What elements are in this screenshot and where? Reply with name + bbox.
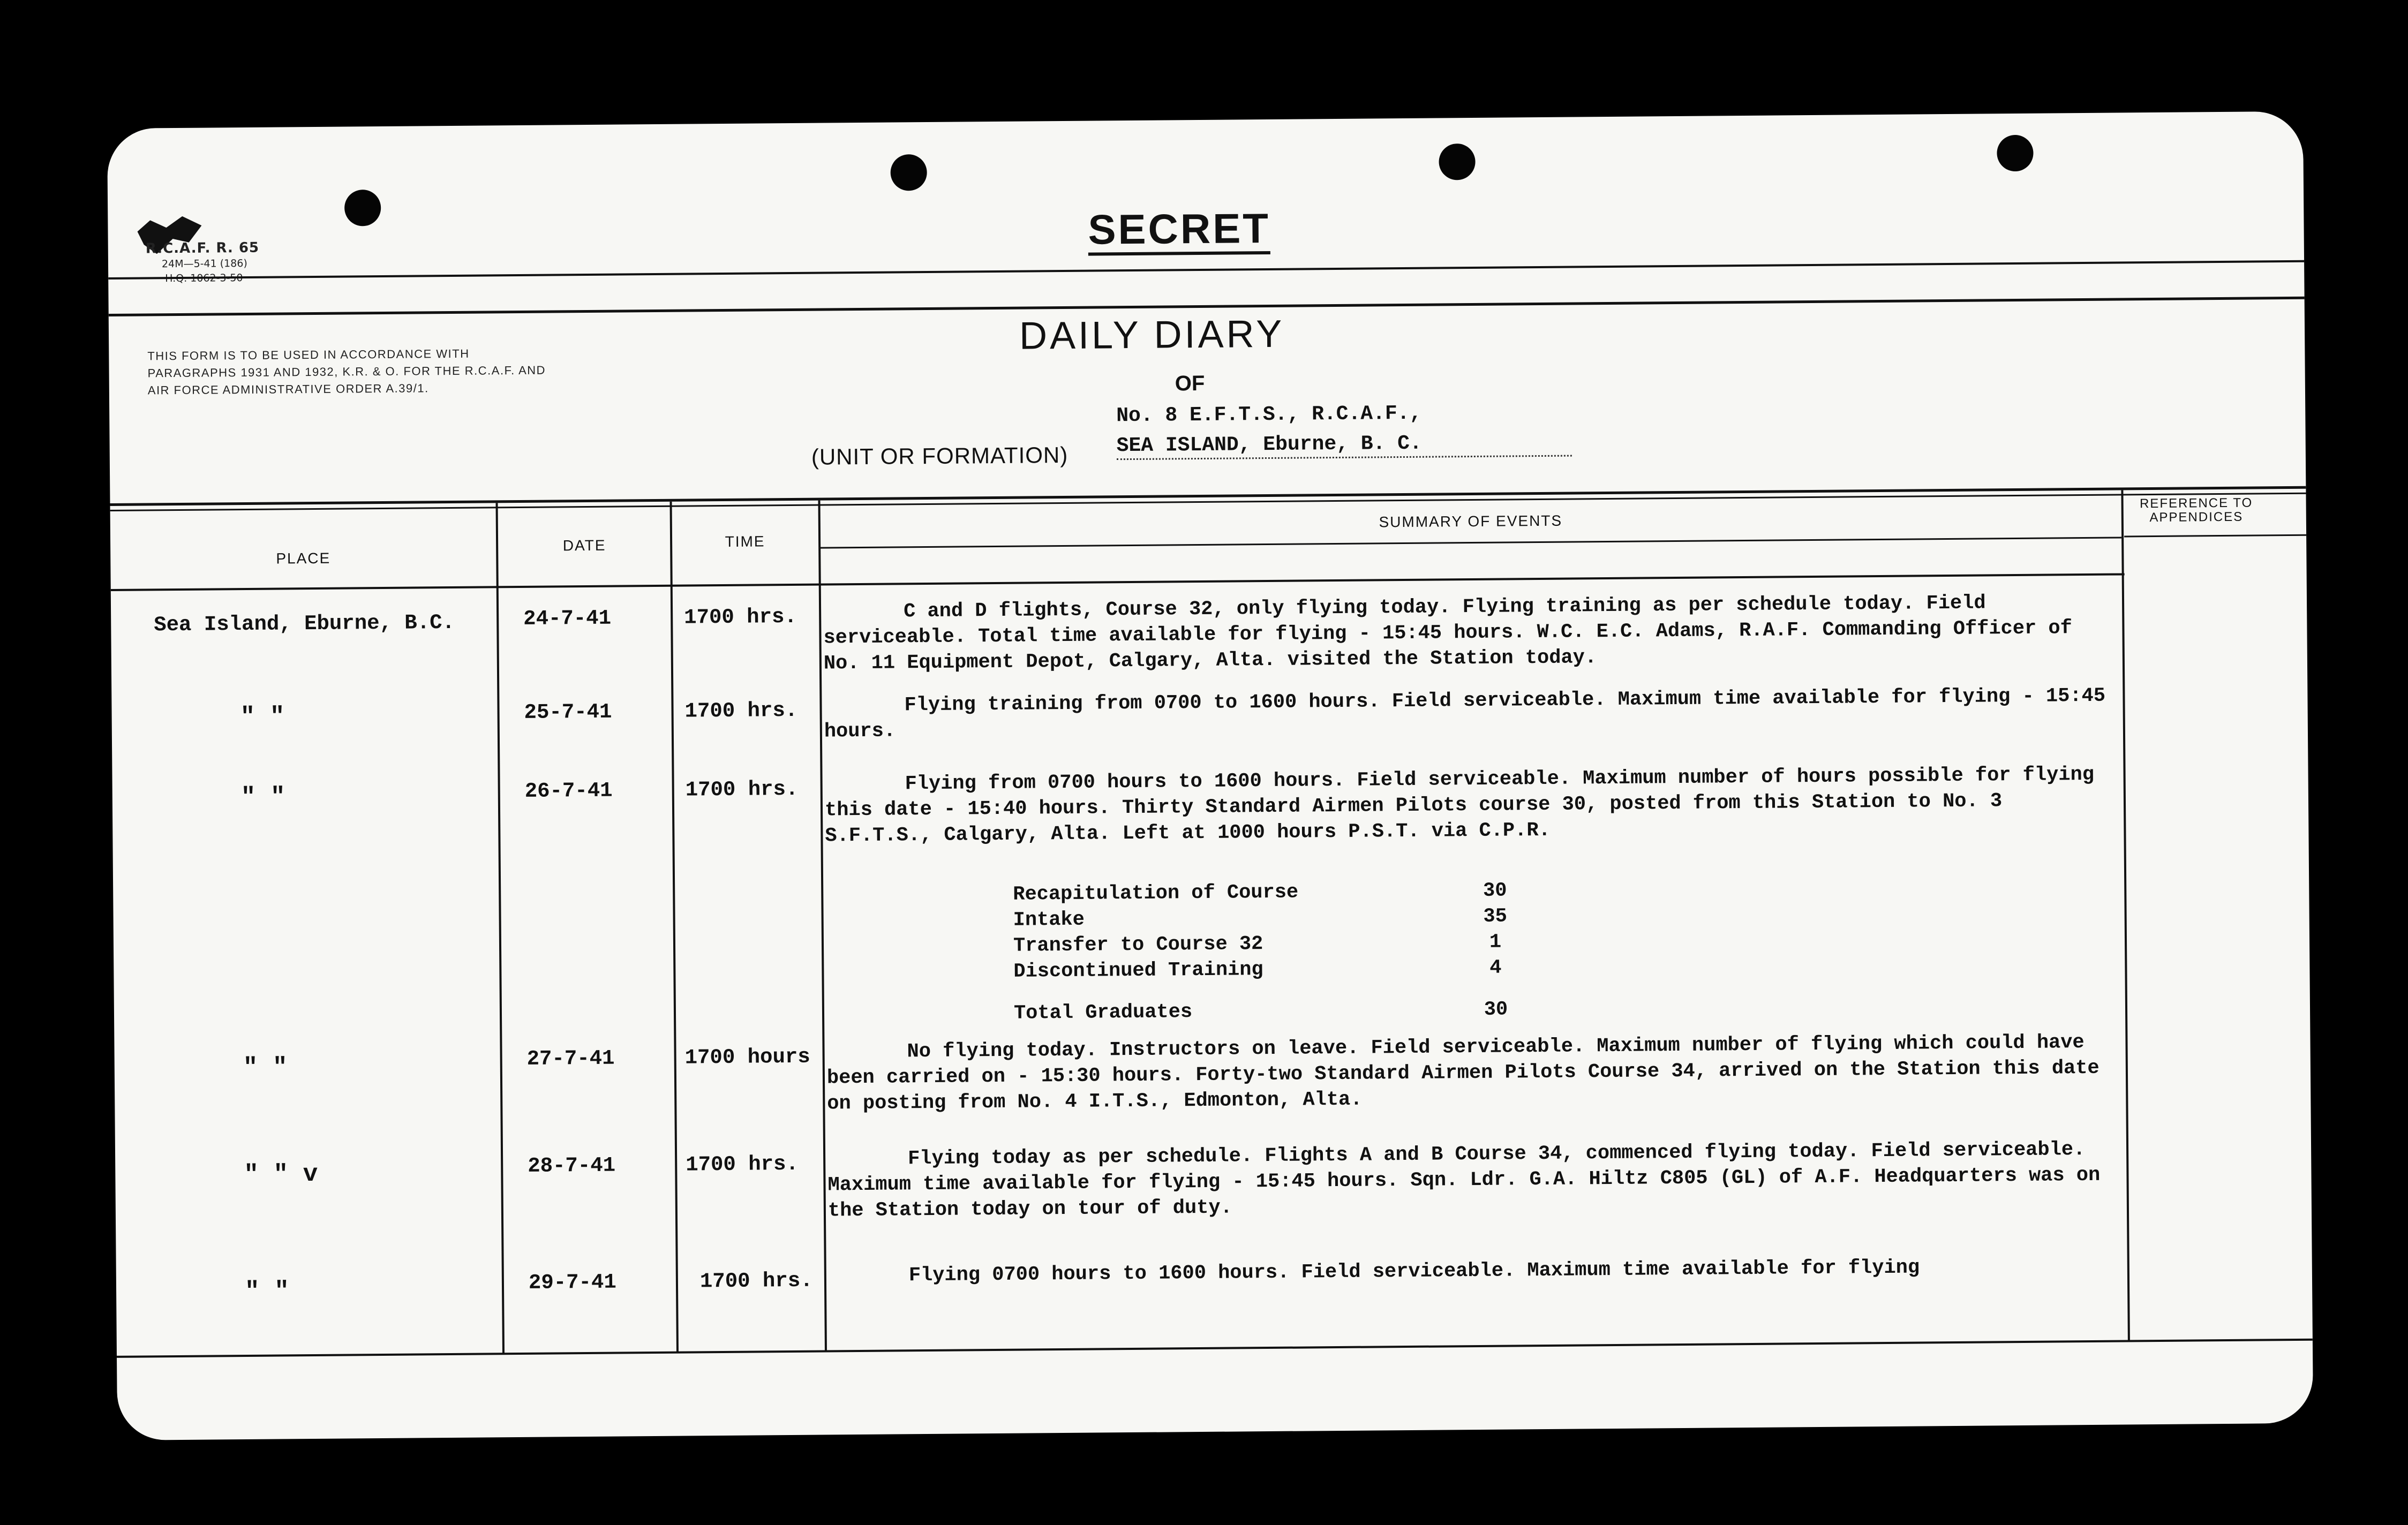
entry-summary-text: C and D flights, Course 32, only flying today. Flying training as per schedule today. Field serviceable. Total time available for flying - 15:45 hours. W.C. E.C. Adams, R.A.F. Commanding Officer of No. 11 Equipment Depot, Calgary, Alta. visited the Station today. [823,592,2072,675]
table-bottom-rule [117,1339,2313,1358]
entry-summary [824,762,2110,849]
entry-date: 24-7-41 [523,606,612,631]
unit-location: SEA ISLAND, Eburne, B. C. [1117,431,1572,460]
entry-summary-text: Flying training from 0700 to 1600 hours. Field serviceable. Maximum time available for flying - 15:45 hours. [824,684,2106,743]
unit-label: (UNIT OR FORMATION) [811,442,1068,470]
header-bottom-rule [111,573,2125,591]
title-of: OF [1175,371,1205,396]
punch-hole [344,190,381,227]
recap-total-row [1014,996,1517,1026]
column-header-place: PLACE [276,549,331,567]
column-divider [670,502,679,1353]
entry-summary [827,1137,2113,1224]
entry-date: 27-7-41 [526,1046,615,1071]
place-ditto-mark: " " [240,703,285,731]
header-rule [108,260,2304,280]
punch-hole [1439,144,1476,180]
recapitulation-table [1013,878,1517,1026]
place-ditto-mark: " " [244,1277,290,1306]
column-divider [496,503,505,1354]
page-title: DAILY DIARY [1019,312,1285,358]
entry-summary-text: No flying today. Instructors on leave. Field serviceable. Maximum number of flying which could have been carried on - 15:30 hours. Forty-two Standard Airmen Pilots Course 34, arrived on the Station this date on posting from No. 4 I.T.S., Edmonton, Alta. [826,1031,2100,1115]
entry-summary-text: Flying from 0700 hours to 1600 hours. Field serviceable. Maximum number of hours possible for flying this date - 15:40 hours. Thirty Standard Airmen Pilots course 30, posted from this Station to No. 3 S.F.T.S., Calgary, Alta. Left at 1000 hours P.S.T. via C.P.R. [824,763,2095,848]
punch-hole [1997,135,2034,172]
reference-header-rule [2124,534,2306,538]
entry-time: 1700 hours [684,1045,810,1070]
entry-summary-text: Flying today as per schedule. Flights A and B Course 34, commenced flying today. Field serviceable. Maximum time available for flying - 15:45 hours. Sqn. Ldr. G.A. Hiltz C805 (GL) of A.F. Headquarters was on the Station today on tour of duty. [827,1138,2101,1222]
column-header-summary: SUMMARY OF EVENTS [1379,512,1563,531]
recap-label: Transfer to Course 32 [1013,933,1263,957]
entry-summary [823,590,2109,677]
recap-total-value: 30 [1484,998,1508,1021]
recap-row [1013,929,1517,958]
form-code: R.C.A.F. R. 65 [145,239,260,257]
entry-summary [829,1254,2114,1289]
entry-time: 1700 hrs. [684,605,797,630]
recap-label: Intake [1013,908,1085,932]
summary-header-rule [820,537,2121,548]
entry-place: Sea Island, Eburne, B.C. [154,610,455,637]
column-header-reference: REFERENCE TO APPENDICES [2139,495,2253,525]
entry-date: 25-7-41 [524,700,612,724]
place-ditto-mark: " " [243,1053,288,1082]
recap-label: Recapitulation of Course [1013,881,1299,906]
entry-date: 26-7-41 [524,779,613,803]
column-header-date: DATE [562,537,606,554]
recap-row [1013,955,1517,984]
recap-value: 4 [1489,956,1502,979]
recap-value: 35 [1483,905,1508,928]
entry-summary [826,1030,2112,1117]
entry-time: 1700 hrs. [685,777,799,802]
classification-heading: SECRET [1088,205,1270,256]
entry-date: 29-7-41 [528,1270,616,1295]
place-ditto-mark: " " [240,783,285,812]
form-print-line: 24M—5-41 (186) [161,257,247,270]
column-divider [2121,490,2129,1341]
column-header-time: TIME [725,533,765,550]
entry-time: 1700 hrs. [684,698,798,723]
entry-time: 1700 hrs. [686,1152,799,1177]
recap-row [1013,903,1516,933]
diary-form-card [107,111,2313,1440]
recap-value: 30 [1483,879,1507,902]
recap-total-label: Total Graduates [1013,1001,1193,1025]
entry-summary [824,683,2110,745]
unit-name: No. 8 E.F.T.S., R.C.A.F., [1116,402,1422,428]
entry-time: 1700 hrs. [699,1269,813,1294]
place-ditto-mark: " " v [244,1160,318,1189]
recap-row [1013,878,1516,907]
punch-hole [890,154,927,191]
recap-value: 1 [1489,931,1502,954]
entry-summary-text: Flying 0700 hours to 1600 hours. Field serviceable. Maximum time available for flying [908,1256,1920,1287]
form-instructions: THIS FORM IS TO BE USED IN ACCORDANCE WITH PARAGRAPHS 1931 AND 1932, K.R. & O. FOR THE R.C.A.F. AND AIR FORCE ADMINISTRATIVE ORDER A.39/1. [147,346,546,397]
recap-label: Discontinued Training [1013,958,1263,983]
entry-date: 28-7-41 [528,1153,616,1178]
